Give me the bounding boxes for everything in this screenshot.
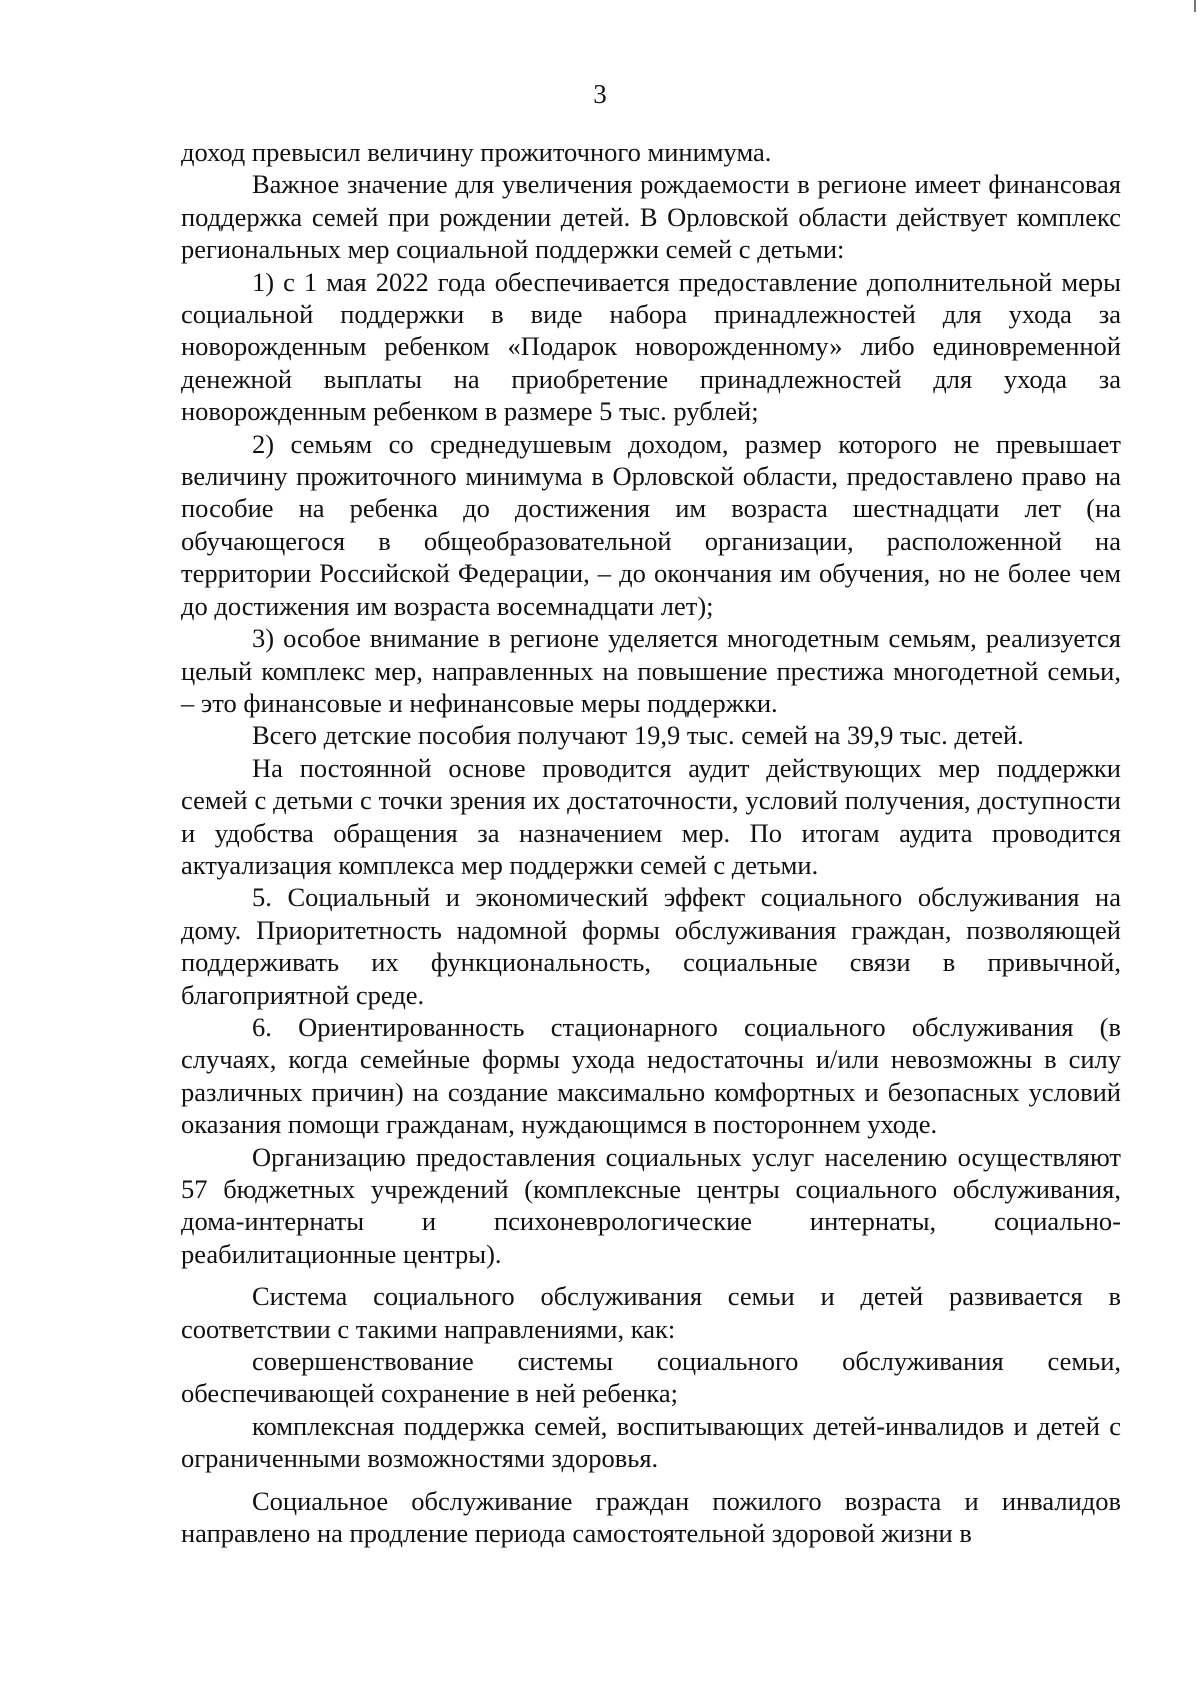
paragraph: Социальное обслуживание граждан пожилого возраста и инвалидов направлено на продление периода самостоятельной здоровой жизни в [181, 1485, 1121, 1549]
paragraph: 6. Ориентированность стационарного социального обслуживания (в случаях, когда семейные формы ухода недостаточны и/или невозможны в силу различных причин) на создание максимально комфортных и безопасных условий оказания помощи гражданам, нуждающимся в постороннем уходе. [181, 1011, 1121, 1140]
paragraph: доход превысил величину прожиточного минимума. [181, 137, 772, 167]
body-text [181, 136, 1121, 1549]
scan-edge-mark [1194, 0, 1196, 12]
list-item: комплексная поддержка семей, воспитывающих детей-инвалидов и детей с ограниченными возможностями здоровья. [181, 1410, 1121, 1474]
list-item: 1) с 1 мая 2022 года обеспечивается предоставление дополнительной меры социальной поддержки в виде набора принадлежностей для ухода за новорожденным ребенком «Подарок новорожденному» либо единовременной денежной выплаты на приобретение принадлежностей для ухода за новорожденным ребенком в размере 5 тыс. рублей; [181, 266, 1121, 427]
paragraph: Организацию предоставления социальных услуг населению осуществляют 57 бюджетных учреждений (комплексные центры социального обслуживания, дома-интернаты и психоневрологические интернаты, социально-реабилитационные центры). [181, 1141, 1121, 1269]
paragraph: На постоянной основе проводится аудит действующих мер поддержки семей с детьми с точки зрения их достаточности, условий получения, доступности и удобства обращения за назначением мер. По итогам аудита проводится актуализация комплекса мер поддержки семей с детьми. [181, 752, 1121, 880]
paragraph: Важное значение для увеличения рождаемости в регионе имеет финансовая поддержка семей при рождении детей. В Орловской области действует комплекс региональных мер социальной поддержки семей с детьми: [181, 169, 1121, 265]
list-item: 2) семьям со среднедушевым доходом, размер которого не превышает величину прожиточного минимума в Орловской области, предоставлено право на пособие на ребенка до достижения им возраста шестнадцати лет (на обучающегося в общеобразовательной организации, расположенной на территории Российской Федерации, – до окончания им обучения, но не более чем до достижения им возраста восемнадцати лет); [181, 428, 1121, 621]
paragraph: Система социального обслуживания семьи и детей развивается в соответствии с такими направлениями, как: [181, 1281, 1121, 1344]
page-number: 3 [593, 79, 607, 109]
paragraph: 5. Социальный и экономический эффект социального обслуживания на дому. Приоритетность надомной формы обслуживания граждан, позволяющей поддерживать их функциональность, социальные связи в привычной, благоприятной среде. [181, 882, 1121, 1010]
list-item: совершенствование системы социального обслуживания семьи, обеспечивающей сохранение в ней ребенка; [181, 1346, 1121, 1409]
paragraph: Всего детские пособия получают 19,9 тыс. семей на 39,9 тыс. детей. [252, 720, 1024, 751]
list-item: 3) особое внимание в регионе уделяется многодетным семьям, реализуется целый комплекс мер, направленных на повышение престижа многодетной семьи, – это финансовые и нефинансовые меры поддержки. [181, 623, 1121, 718]
